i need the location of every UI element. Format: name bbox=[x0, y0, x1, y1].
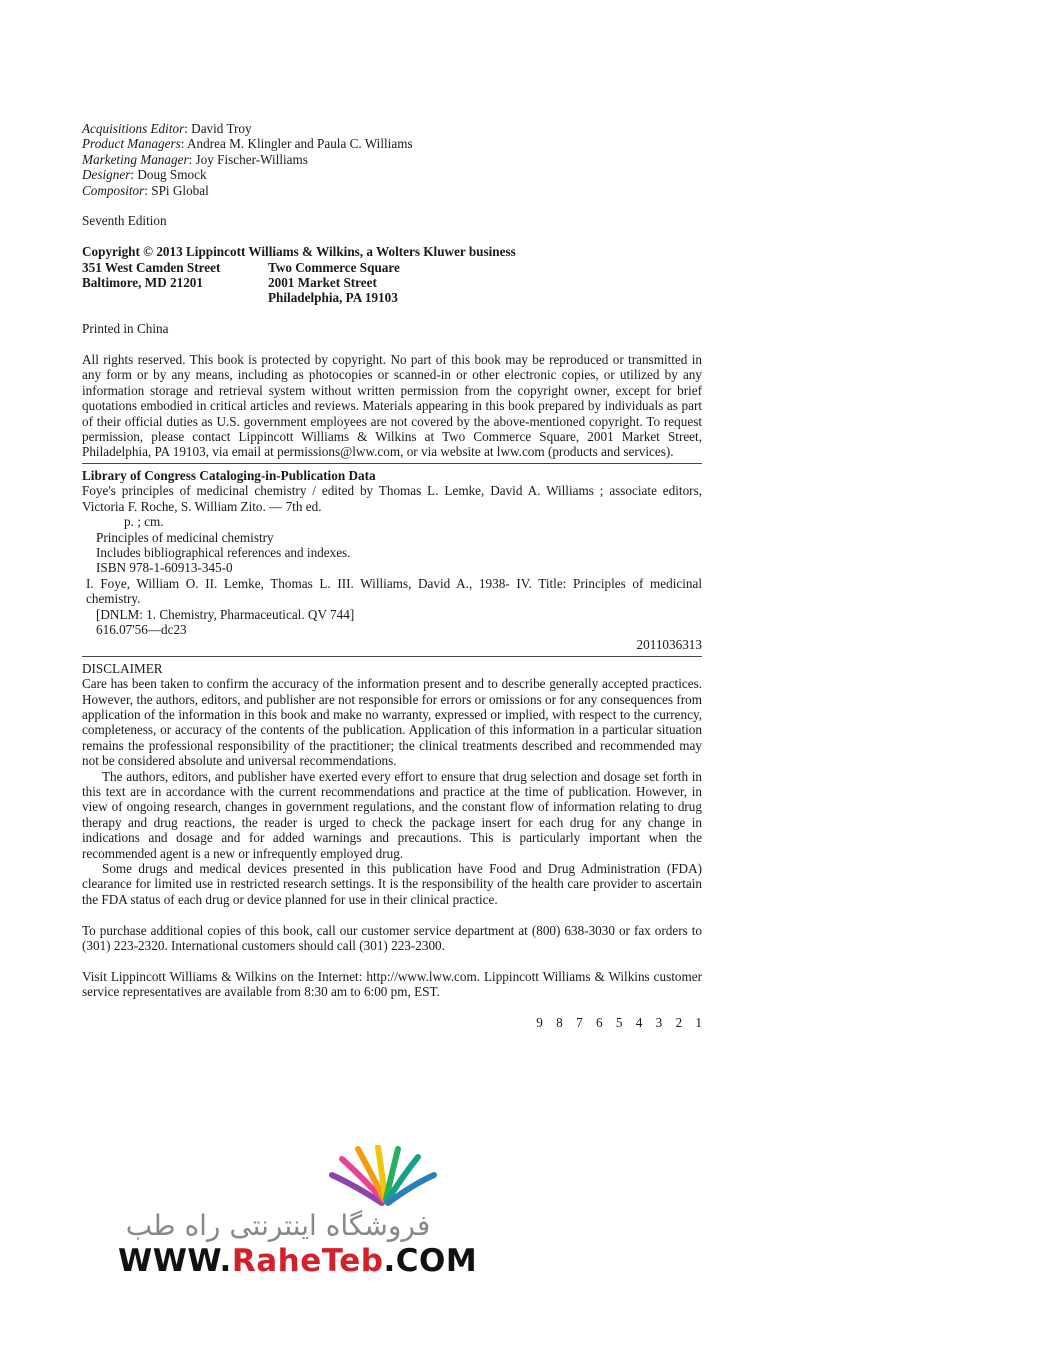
copyright-page bbox=[82, 121, 707, 1031]
divider bbox=[82, 656, 702, 657]
disclaimer-paragraph: Some drugs and medical devices presented in this publication have Food and Drug Administration (FDA) clearance for limited use in restricted research settings. It is the responsibility of the health care provider to ascertain the FDA status of each drug or device planned for use in their clinical practice. bbox=[82, 861, 702, 907]
credits-list bbox=[82, 121, 702, 198]
credit-line: Compositor: SPi Global bbox=[82, 182, 209, 198]
open-book-icon bbox=[324, 1145, 444, 1207]
visit-info: Visit Lippincott Williams & Wilkins on the Internet: http://www.lww.com. Lippincott Williams & Wilkins customer service representatives are available from 8:30 am to 6:00 pm, EST. bbox=[82, 968, 702, 1000]
cip-block bbox=[82, 468, 702, 653]
cip-dnlm: [DNLM: 1. Chemistry, Pharmaceutical. QV 744] bbox=[96, 606, 355, 622]
publisher-addresses: 351 West Camden Street Two Commerce Square Baltimore, MD 21201 2001 Market Street Philadelphia, PA 19103 bbox=[82, 259, 400, 306]
disclaimer-paragraph: The authors, editors, and publisher have exerted every effort to ensure that drug selection and dosage set forth in this text are in accordance with the current recommendations and practice at the time of publication. However, in view of ongoing research, changes in government regulations, and the constant flow of information relating to drug therapy and drug reactions, the reader is urged to check the package insert for each drug for any change in indications and dosage and for added warnings and precautions. This is particularly important when the recommended agent is a new or infrequently employed drug. bbox=[82, 768, 702, 861]
cip-title: Foye's principles of medicinal chemistry / edited by Thomas L. Lemke, David A. Williams ; associate editors, Victoria F. Roche, S. William Zito. — 7th ed. bbox=[82, 483, 702, 514]
cip-subjects: I. Foye, William O. II. Lemke, Thomas L. III. Williams, David A., 1938- IV. Title: Principles of medicinal chemistry. bbox=[86, 575, 702, 607]
purchase-info: To purchase additional copies of this book, call our customer service department at (800) 638-3030 or fax orders to (301) 223-2320. International customers should call (301) 223-2300. bbox=[82, 922, 702, 954]
print-line: 9 8 7 6 5 4 3 2 1 bbox=[536, 1015, 707, 1031]
printed-in: Printed in China bbox=[82, 321, 169, 337]
disclaimer-heading: DISCLAIMER bbox=[82, 660, 163, 676]
rights-paragraph: All rights reserved. This book is protected by copyright. No part of this book may be reproduced or transmitted in any form or by any means, including as photocopies or scanned-in or other electronic copies, or utilized by any information storage and retrieval system without written permission from the copyright owner, except for brief quotations embodied in critical articles and reviews. Materials appearing in this book prepared by individuals as part of their official duties as U.S. government employees are not covered by the above-mentioned copyright. To request permission, please contact Lippincott Williams & Wilkins at Two Commerce Square, 2001 Market Street, Philadelphia, PA 19103, via email at permissions@lww.com, or via website at lww.com (products and services). bbox=[82, 352, 702, 460]
disclaimer-paragraph: Care has been taken to confirm the accuracy of the information present and to describe generally accepted practices. However, the authors, editors, and publisher are not responsible for errors or omissions or for any consequences from application of the information in this book and make no warranty, expressed or implied, with respect to the currency, completeness, or accuracy of the contents of the publication. Application of this information in a particular situation remains the professional responsibility of the practitioner; the clinical treatments described and recommended may not be considered absolute and universal recommendations. bbox=[82, 676, 702, 769]
cip-biblio: Includes bibliographical references and indexes. bbox=[96, 544, 351, 560]
copyright-line: Copyright © 2013 Lippincott Williams & Wilkins, a Wolters Kluwer business bbox=[82, 244, 516, 260]
cip-alt-title: Principles of medicinal chemistry bbox=[96, 529, 274, 545]
watermark-persian: فروشگاه اینترنتی راه طب bbox=[125, 1209, 431, 1242]
cip-heading: Library of Congress Cataloging-in-Publication Data bbox=[82, 467, 376, 483]
cip-lccn: 2011036313 bbox=[636, 637, 702, 653]
credit-line: Product Managers: Andrea M. Klingler and Paula C. Williams bbox=[82, 136, 413, 152]
cip-classification: 616.07'56—dc23 bbox=[96, 621, 187, 637]
raheteb-watermark bbox=[118, 1145, 478, 1285]
credit-line: Designer: Doug Smock bbox=[82, 167, 207, 183]
credit-line: Marketing Manager: Joy Fischer-Williams bbox=[82, 151, 308, 167]
watermark-url: WWW.RaheTeb.COM bbox=[118, 1243, 478, 1279]
divider bbox=[82, 463, 702, 464]
cip-pages: p. ; cm. bbox=[124, 514, 164, 530]
cip-isbn: ISBN 978-1-60913-345-0 bbox=[96, 560, 233, 576]
credit-line: Acquisitions Editor: David Troy bbox=[82, 121, 252, 136]
edition: Seventh Edition bbox=[82, 213, 167, 229]
